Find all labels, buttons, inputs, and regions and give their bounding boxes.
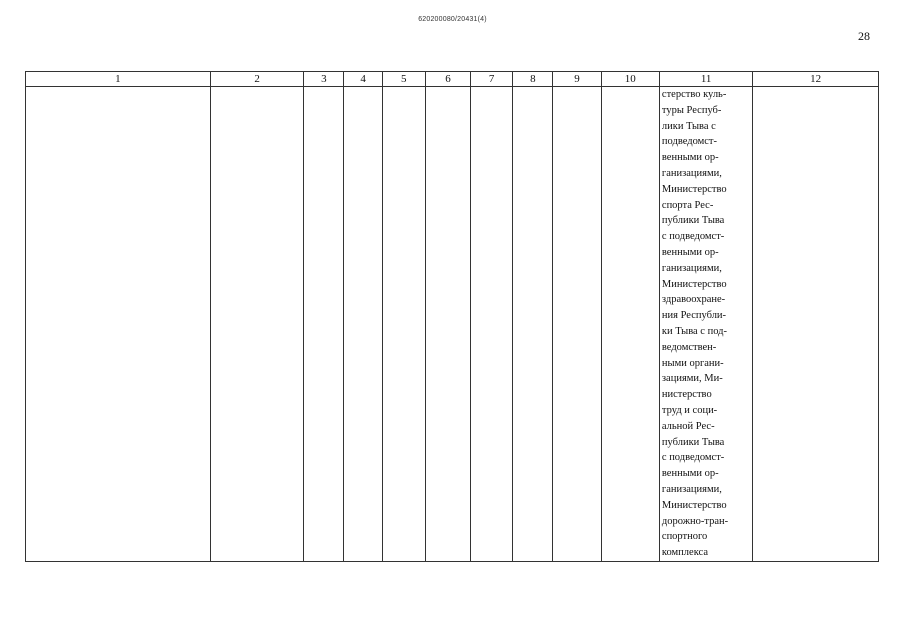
- column-header-4: 4: [344, 72, 382, 87]
- column-header-10: 10: [601, 72, 659, 87]
- cell-col-2: [210, 87, 303, 562]
- column-header-9: 9: [553, 72, 601, 87]
- cell-col-10: [601, 87, 659, 562]
- cell-col-11: [659, 87, 752, 562]
- header-row: [26, 72, 879, 87]
- cell-col-6: [425, 87, 470, 562]
- table-row: [26, 87, 879, 562]
- cell-col-8: [513, 87, 553, 562]
- cell-col-7: [471, 87, 513, 562]
- column-header-7: 7: [471, 72, 513, 87]
- cell-col-1: [26, 87, 211, 562]
- column-header-6: 6: [425, 72, 470, 87]
- cell-col-4: [344, 87, 382, 562]
- cell-col-3: [304, 87, 344, 562]
- column-header-8: 8: [513, 72, 553, 87]
- cell-col-12: [753, 87, 879, 562]
- cell-col-9: [553, 87, 601, 562]
- document-id: 620200080/20431(4): [418, 16, 487, 23]
- column-header-5: 5: [382, 72, 425, 87]
- responsible-executors-text: стерство куль- туры Респуб- лики Тыва с подведомст- венными ор- ганизациями, Министерство спорта Рес- публики Тыва с подведомст- венными ор- ганизациями, Министерство здравоохране- ния Республи- ки Тыва с под- ведомствен- ными органи- зациями, Ми- нистерство труд и соци- альной Рес- публики Тыва с подведомст- венными ор- ганизациями, Министерство дорожно-тран- спортного комплекса: [661, 89, 729, 559]
- column-header-12: 12: [753, 72, 879, 87]
- column-header-3: 3: [304, 72, 344, 87]
- data-table: [25, 71, 879, 562]
- column-header-11: 11: [659, 72, 752, 87]
- column-header-2: 2: [210, 72, 303, 87]
- cell-col-5: [382, 87, 425, 562]
- column-header-1: 1: [26, 72, 211, 87]
- data-table-container: [25, 71, 879, 562]
- page-number: 28: [858, 29, 870, 43]
